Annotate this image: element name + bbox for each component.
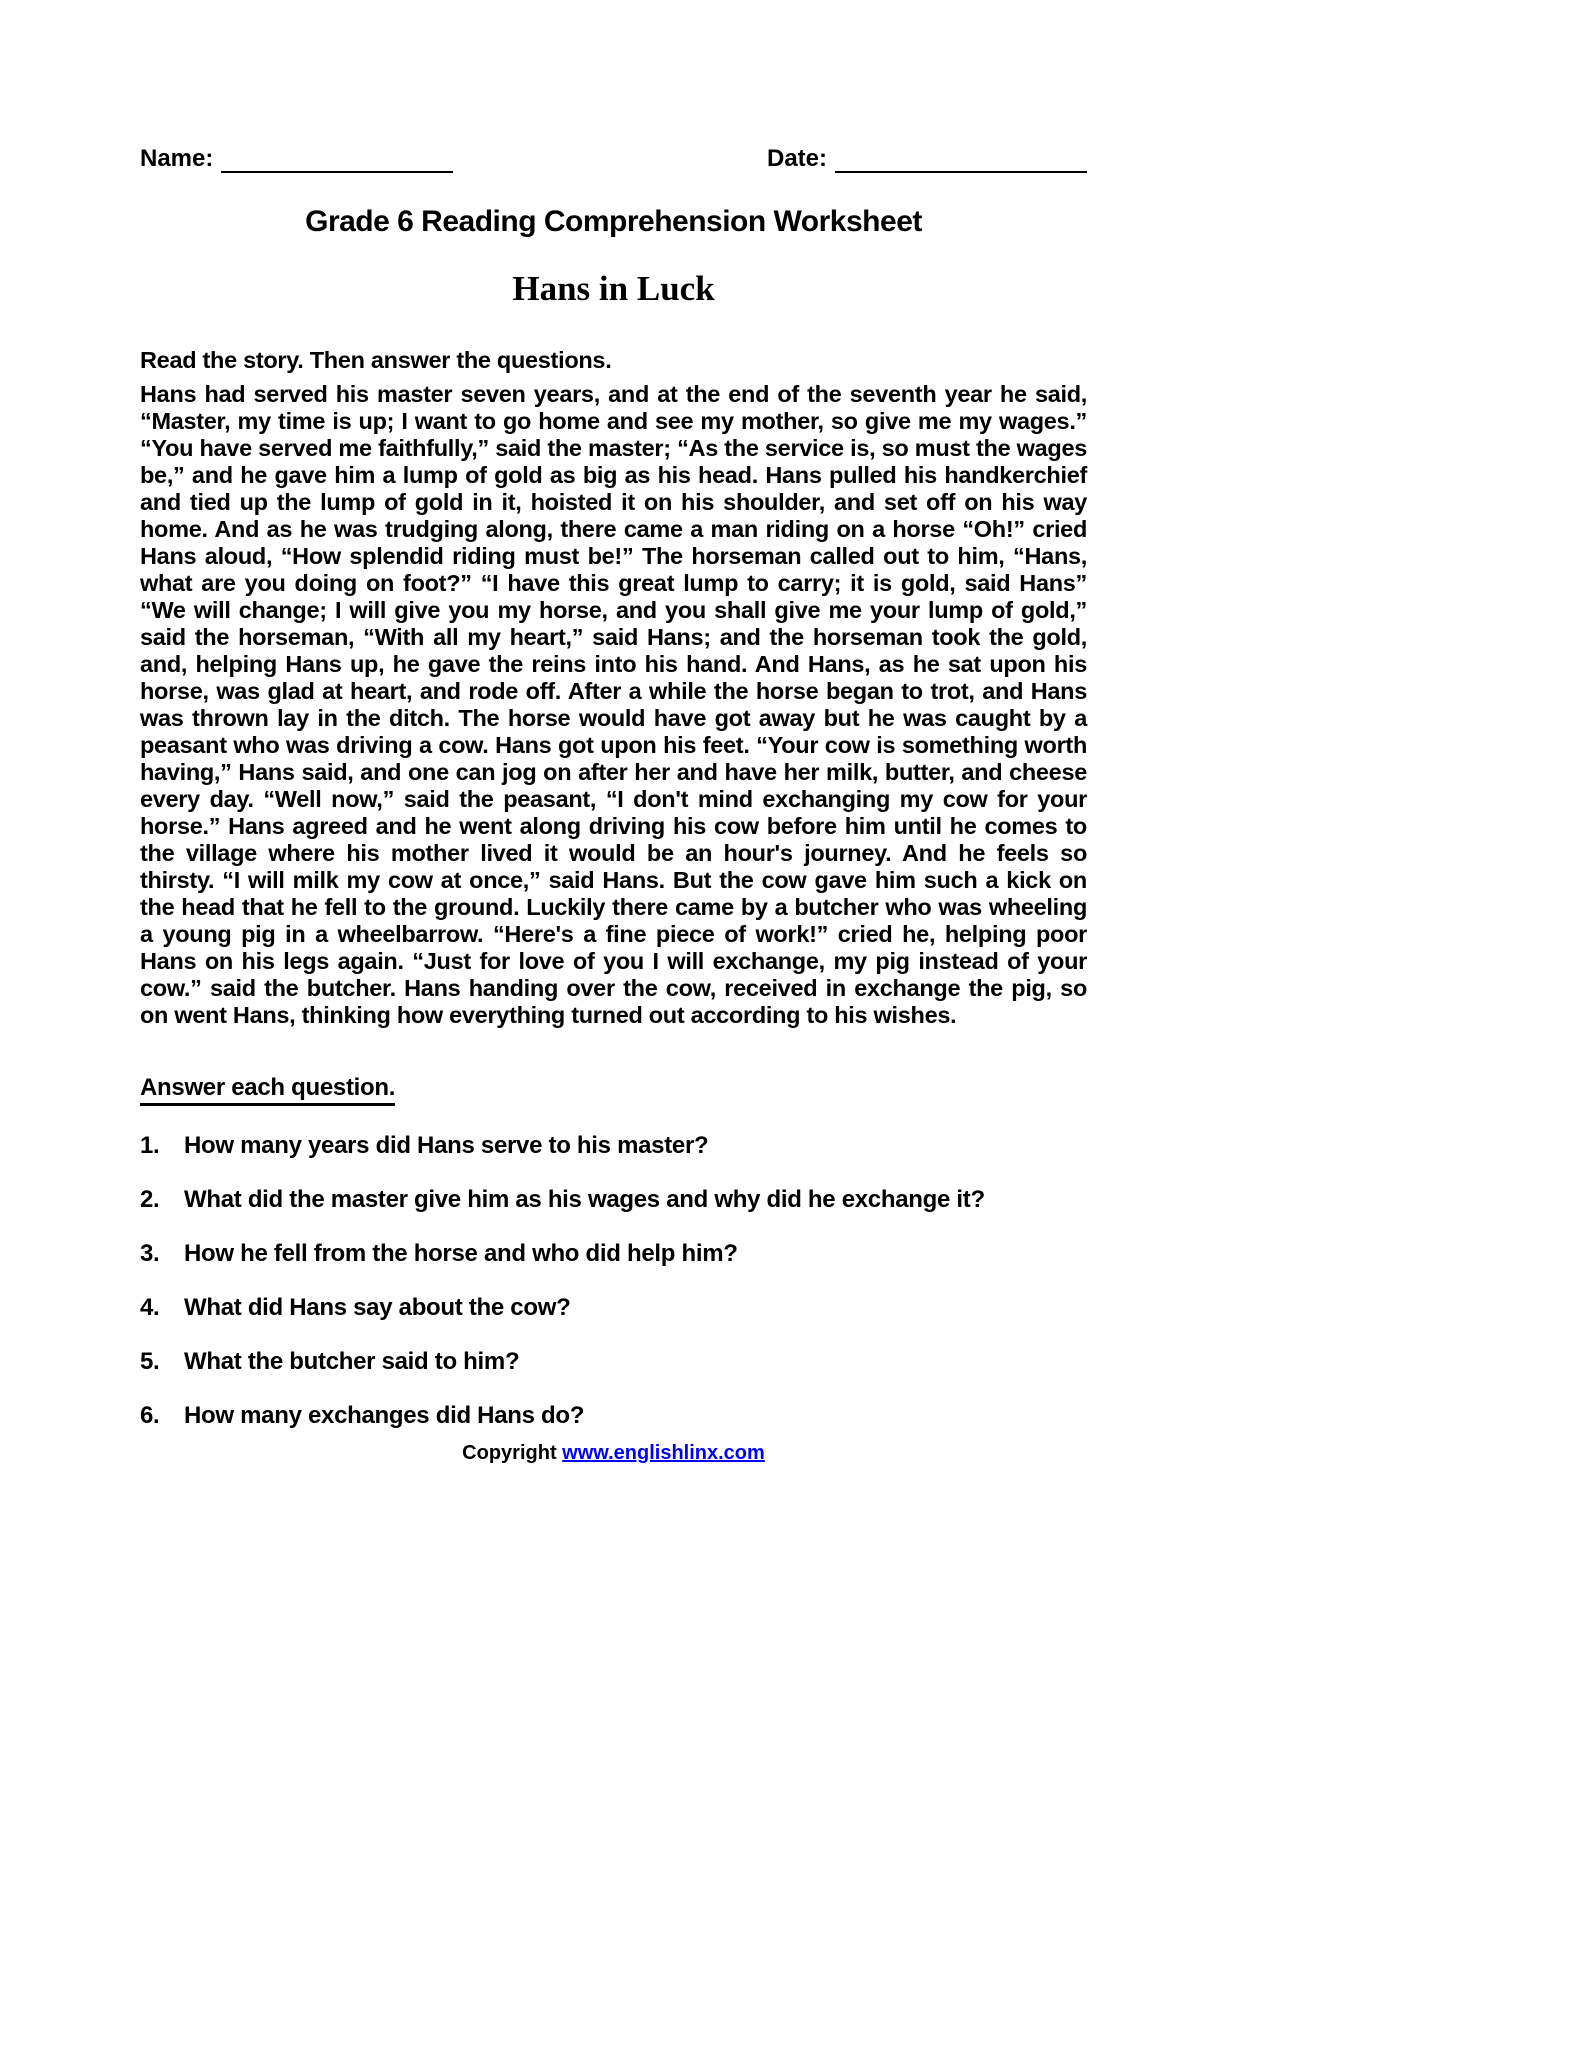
question-item: [140, 1348, 1087, 1376]
story-text: Hans had served his master seven years, and at the end of the seventh year he said, “Master, my time is up; I want to go home and see my mother, so give me my wages.” “You have served me faithfully,” said the master; “As the service is, so must the wages be,” and he gave him a lump of gold as big as his head. Hans pulled his handkerchief and tied up the lump of gold in it, hoisted it on his shoulder, and set off on his way home. And as he was trudging along, there came a man riding on a horse “Oh!” cried Hans aloud, “How splendid riding must be!” The horseman called out to him, “Hans, what are you doing on foot?” “I have this great lump to carry; it is gold, said Hans” “We will change; I will give you my horse, and you shall give me your lump of gold,” said the horseman, “With all my heart,” said Hans; and the horseman took the gold, and, helping Hans up, he gave the reins into his hand. And Hans, as he sat upon his horse, was glad at heart, and rode off. After a while the horse began to trot, and Hans was thrown lay in the ditch. The horse would have got away but he was caught by a peasant who was driving a cow. Hans got upon his feet. “Your cow is something worth having,” Hans said, and one can jog on after her and have her milk, butter, and cheese every day. “Well now,” said the peasant, “I don't mind exchanging my cow for your horse.” Hans agreed and he went along driving his cow before him until he comes to the village where his mother lived it would be an hour's journey. And he feels so thirsty. “I will milk my cow at once,” said Hans. But the cow gave him such a kick on the head that he fell to the ground. Luckily there came by a butcher who was wheeling a young pig in a wheelbarrow. “Here's a fine piece of work!” cried he, helping poor Hans on his legs again. “Just for love of you I will exchange, my pig instead of your cow.” said the butcher. Hans handing over the cow, received in exchange the pig, so on went Hans, thinking how everything turned out according to his wishes.: [140, 381, 1087, 1028]
question-item: [140, 1402, 1087, 1430]
questions-section: [140, 1029, 1087, 1430]
instructions-text: Read the story. Then answer the questions.: [140, 347, 612, 373]
question-item: [140, 1186, 1087, 1214]
questions-list: [140, 1132, 1087, 1430]
question-text: How he fell from the horse and who did help him?: [184, 1240, 738, 1267]
question-number: 5.: [140, 1348, 160, 1375]
question-number: 4.: [140, 1294, 160, 1321]
copyright-label: Copyright: [462, 1442, 557, 1464]
question-item: [140, 1132, 1087, 1160]
date-group: [767, 145, 1087, 173]
header-row: [140, 145, 1087, 173]
questions-heading: Answer each question.: [140, 1074, 395, 1106]
date-label: Date:: [766, 145, 827, 172]
question-text: What did Hans say about the cow?: [184, 1294, 571, 1321]
footer: [140, 1442, 1087, 1465]
question-item: [140, 1294, 1087, 1322]
question-text: How many exchanges did Hans do?: [184, 1402, 585, 1429]
story-title: Hans in Luck: [512, 269, 715, 308]
worksheet-title: Grade 6 Reading Comprehension Worksheet: [305, 205, 922, 238]
name-label: Name:: [140, 145, 214, 172]
question-item: [140, 1240, 1087, 1268]
question-number: 6.: [140, 1402, 160, 1429]
question-text: What did the master give him as his wages and why did he exchange it?: [184, 1186, 985, 1213]
question-number: 3.: [140, 1240, 160, 1267]
question-text: How many years did Hans serve to his master?: [184, 1132, 709, 1159]
question-number: 1.: [140, 1132, 160, 1159]
question-text: What the butcher said to him?: [184, 1348, 520, 1375]
name-blank-line: [221, 147, 453, 173]
copyright-link[interactable]: www.englishlinx.com: [562, 1442, 765, 1464]
worksheet-content: [140, 145, 1087, 1465]
question-number: 2.: [140, 1186, 160, 1213]
date-blank-line: [835, 147, 1087, 173]
